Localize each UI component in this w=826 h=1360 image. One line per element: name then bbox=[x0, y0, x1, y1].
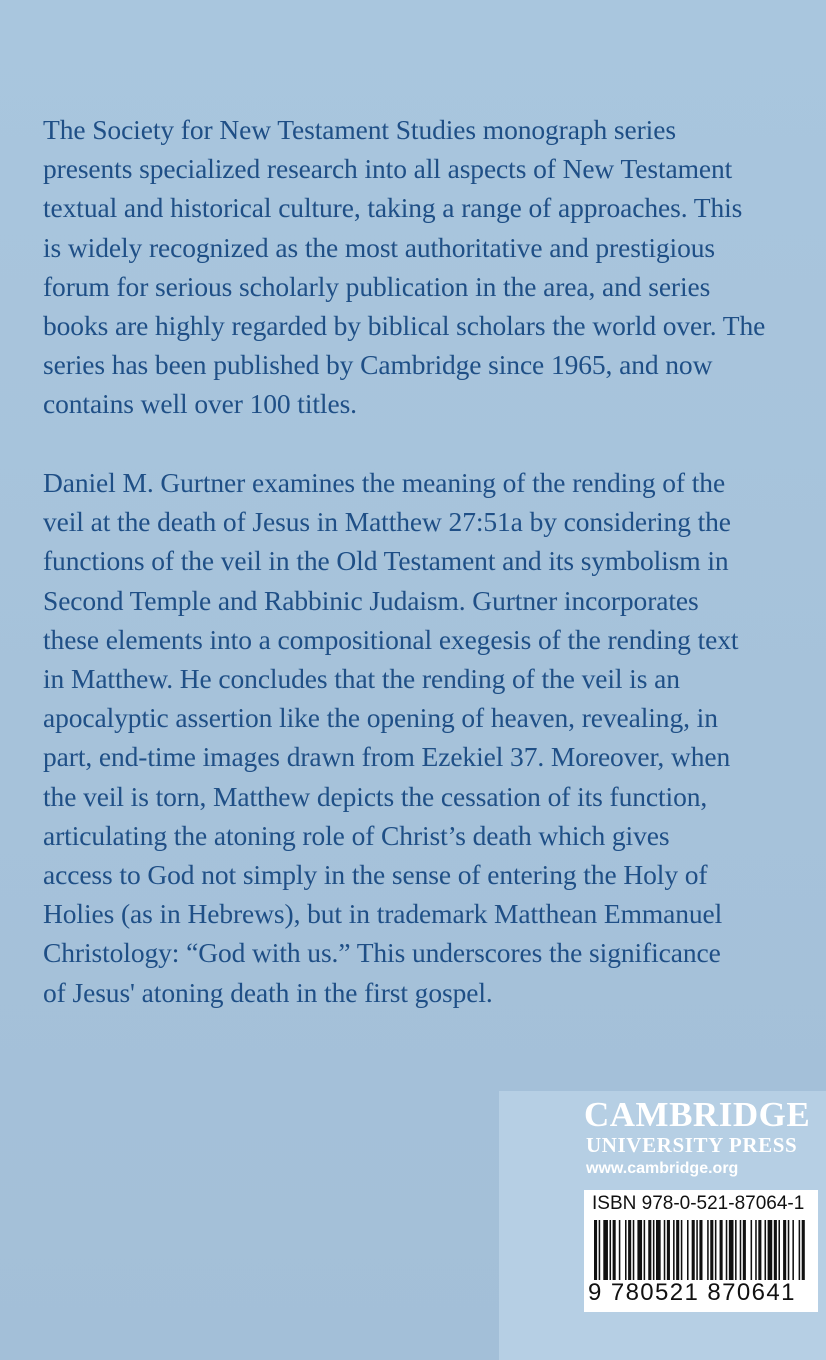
barcode-bar bbox=[740, 1220, 742, 1280]
barcode-digits: 9 780521 870641 bbox=[588, 1279, 796, 1306]
barcode-bar bbox=[692, 1220, 695, 1280]
barcode-bar bbox=[743, 1220, 746, 1280]
barcode-bar bbox=[603, 1220, 608, 1280]
text-line: forum for serious scholarly publication in the area, and series bbox=[43, 270, 711, 302]
text-line: contains well over 100 titles. bbox=[43, 388, 357, 420]
barcode-bar bbox=[774, 1220, 777, 1280]
barcode-bar bbox=[758, 1220, 761, 1280]
barcode-bar bbox=[788, 1220, 790, 1280]
barcode-bar bbox=[673, 1220, 675, 1280]
barcode-bar bbox=[610, 1220, 612, 1280]
barcode-bar bbox=[792, 1220, 794, 1280]
publisher-url: www.cambridge.org bbox=[586, 1160, 739, 1177]
barcode-bar bbox=[628, 1220, 631, 1280]
text-line: articulating the atoning role of Christ’s death which gives bbox=[43, 819, 670, 851]
barcode-bar bbox=[751, 1220, 753, 1280]
barcode-bar bbox=[715, 1220, 717, 1280]
barcode-bar bbox=[720, 1220, 723, 1280]
text-line: Second Temple and Rabbinic Judaism. Gurtner incorporates bbox=[43, 584, 699, 616]
barcode-bar bbox=[667, 1220, 670, 1280]
text-line: presents specialized research into all aspects of New Testament bbox=[43, 153, 733, 185]
barcode-bar bbox=[755, 1220, 757, 1280]
text-line: functions of the veil in the Old Testament and its symbolism in bbox=[43, 545, 729, 577]
publisher-logo-name: CAMBRIDGE bbox=[584, 1095, 811, 1134]
isbn-label: ISBN 978-0-521-87064-1 bbox=[592, 1193, 805, 1214]
text-line: Daniel M. Gurtner examines the meaning of the rending of the bbox=[43, 467, 726, 498]
barcode-bar bbox=[687, 1220, 689, 1280]
barcode-bar bbox=[676, 1220, 679, 1280]
barcode-bar bbox=[599, 1220, 601, 1280]
book-description-paragraph bbox=[43, 463, 793, 1012]
text-line: textual and historical culture, taking a range of approaches. This bbox=[43, 192, 743, 224]
barcode-bar bbox=[778, 1220, 780, 1280]
barcode-bar bbox=[699, 1220, 702, 1280]
barcode-bar bbox=[664, 1220, 666, 1280]
barcode-bar bbox=[681, 1220, 683, 1280]
text-line: apocalyptic assertion like the opening of heaven, revealing, in bbox=[43, 702, 718, 734]
text-line: veil at the death of Jesus in Matthew 27:51a by considering the bbox=[43, 506, 731, 538]
series-description-paragraph bbox=[43, 110, 793, 424]
barcode-bar bbox=[707, 1220, 709, 1280]
barcode-bar bbox=[619, 1220, 621, 1280]
barcode-bar bbox=[726, 1220, 728, 1280]
barcode-bars bbox=[592, 1220, 810, 1282]
text-line: series has been published by Cambridge since 1965, and now bbox=[43, 349, 713, 381]
barcode-bar bbox=[696, 1220, 698, 1280]
barcode-bar bbox=[802, 1220, 805, 1280]
barcode-bar bbox=[644, 1220, 646, 1280]
text-line: The Society for New Testament Studies monograph series bbox=[43, 114, 676, 145]
isbn-barcode bbox=[584, 1190, 818, 1312]
barcode-bar bbox=[613, 1220, 616, 1280]
barcode-bar bbox=[765, 1220, 767, 1280]
barcode-bar bbox=[656, 1220, 661, 1280]
barcode-bar bbox=[768, 1220, 773, 1280]
text-line: the veil is torn, Matthew depicts the cessation of its function, bbox=[43, 780, 708, 812]
barcode-bar bbox=[735, 1220, 737, 1280]
barcode-bar bbox=[799, 1220, 801, 1280]
text-line: books are highly regarded by biblical scholars the world over. The bbox=[43, 310, 766, 342]
barcode-bar bbox=[648, 1220, 651, 1280]
text-line: Holies (as in Hebrews), but in trademark Matthean Emmanuel bbox=[43, 898, 723, 930]
barcode-bar bbox=[710, 1220, 713, 1280]
barcode-bar bbox=[625, 1220, 627, 1280]
barcode-bar bbox=[637, 1220, 642, 1280]
barcode-bar bbox=[783, 1220, 786, 1280]
text-line: Christology: “God with us.” This underscores the significance bbox=[43, 937, 721, 969]
text-line: is widely recognized as the most authoritative and prestigious bbox=[43, 231, 715, 263]
text-line: in Matthew. He concludes that the rending of the veil is an bbox=[43, 663, 680, 695]
text-line: of Jesus' atoning death in the first gospel. bbox=[43, 976, 493, 1008]
text-line: part, end-time images drawn from Ezekiel 37. Moreover, when bbox=[43, 741, 731, 773]
barcode-bar bbox=[729, 1220, 734, 1280]
text-line: access to God not simply in the sense of entering the Holy of bbox=[43, 859, 708, 891]
text-line: these elements into a compositional exegesis of the rending text bbox=[43, 623, 739, 655]
barcode-bar bbox=[633, 1220, 635, 1280]
barcode-bar bbox=[653, 1220, 655, 1280]
publisher-logo-subtitle: UNIVERSITY PRESS bbox=[586, 1133, 798, 1157]
barcode-bar bbox=[594, 1220, 597, 1280]
